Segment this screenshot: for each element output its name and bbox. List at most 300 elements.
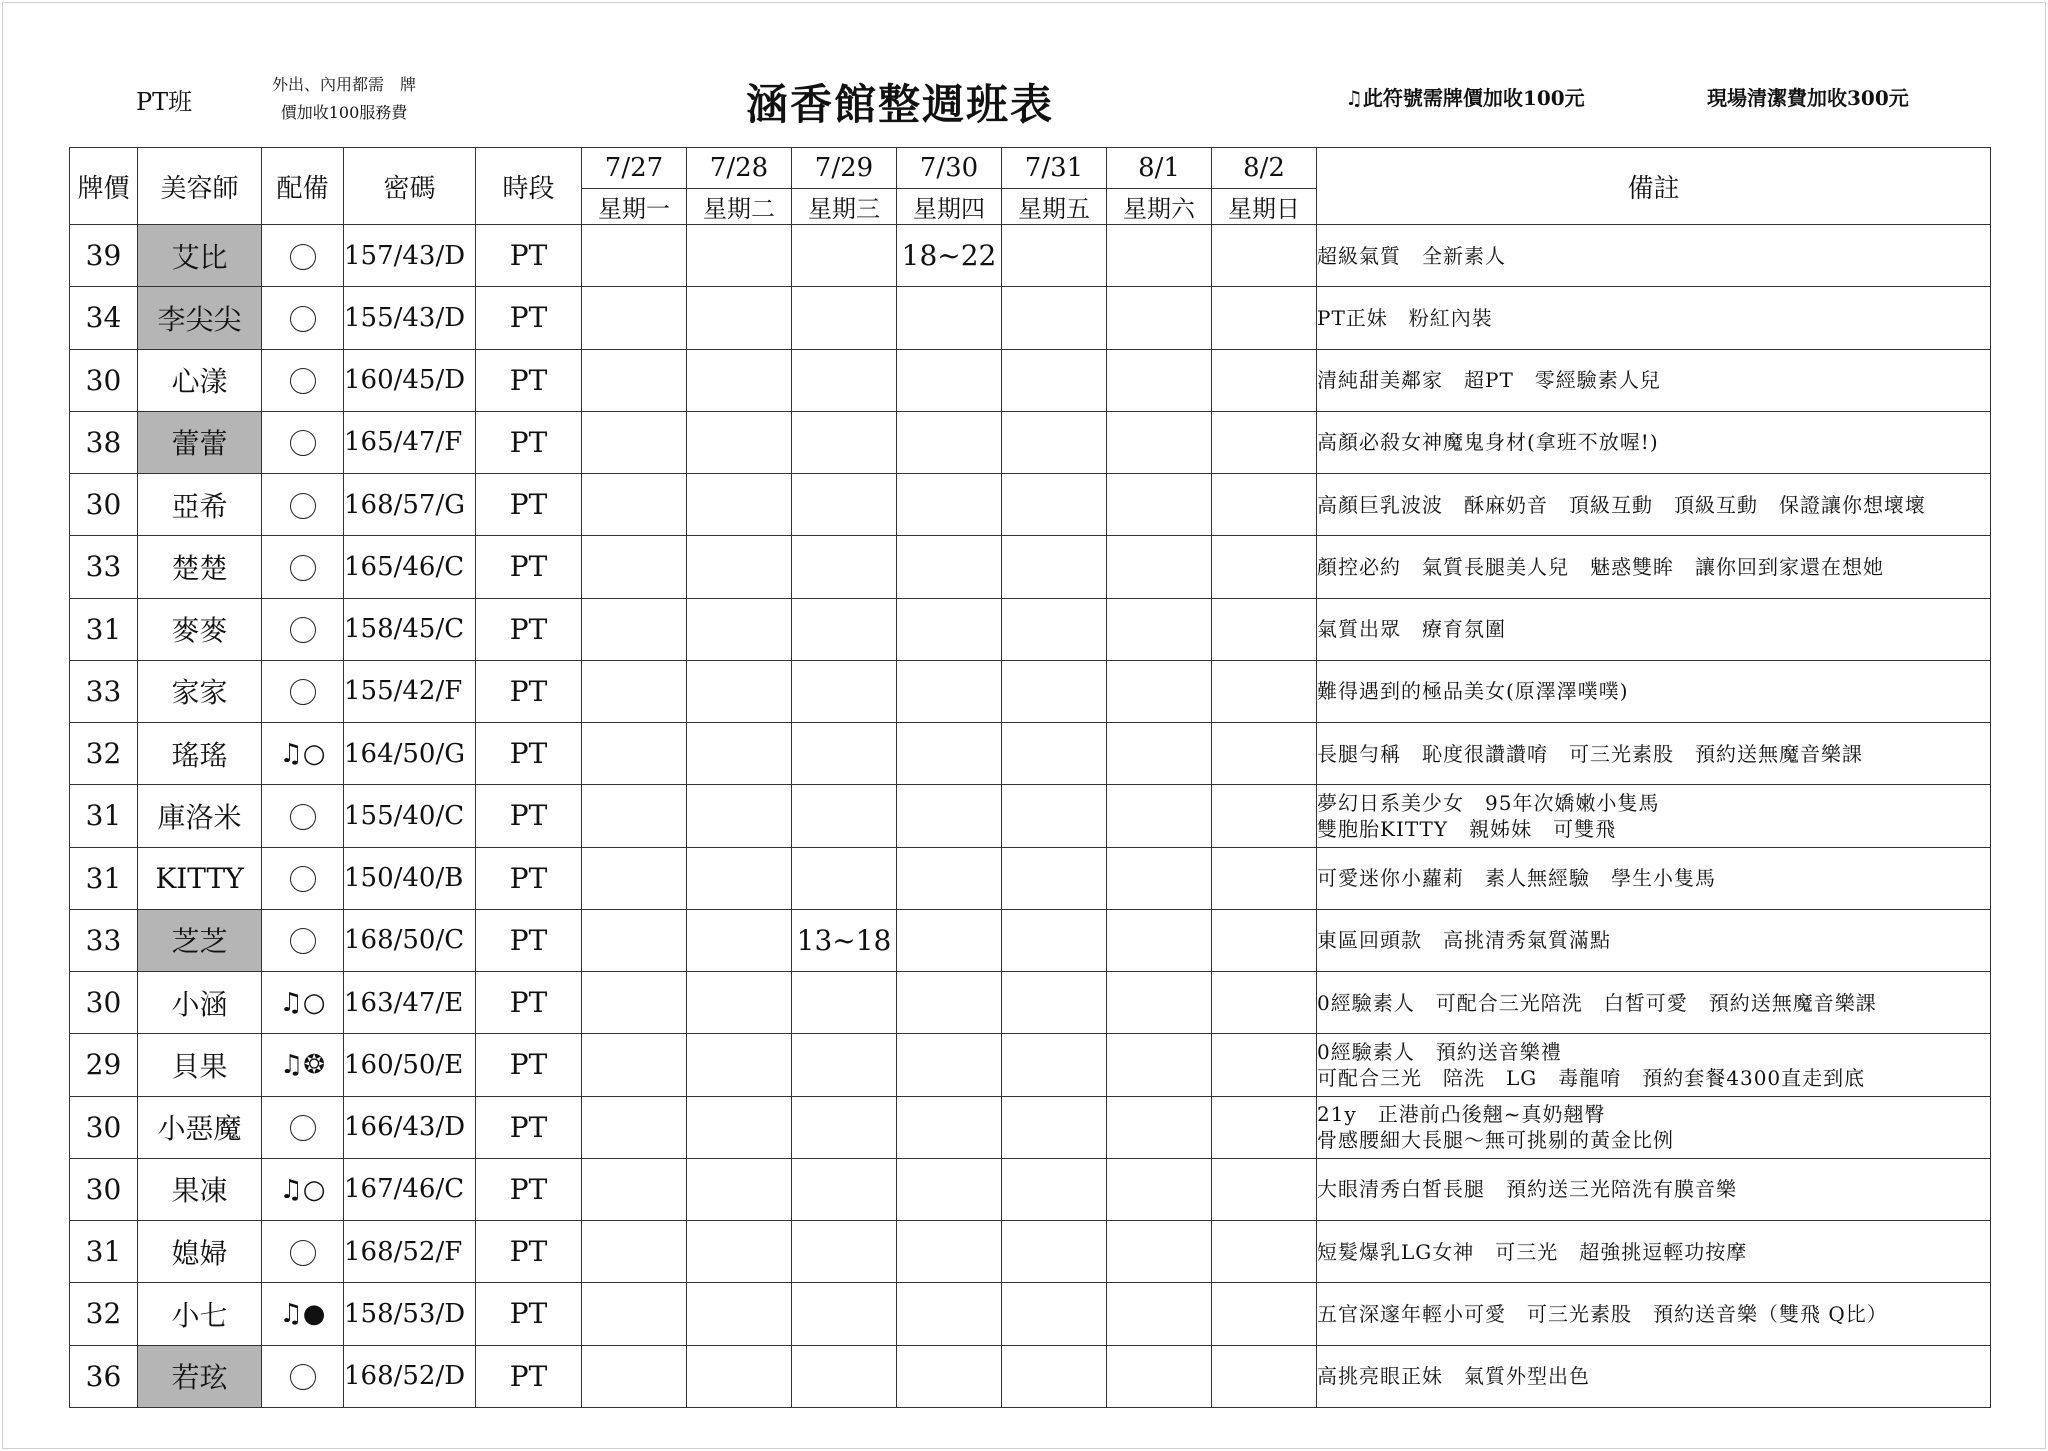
day-cell <box>1107 598 1212 660</box>
table-row <box>70 1034 1991 1096</box>
period-cell: PT <box>476 909 582 971</box>
day-cell <box>582 225 687 287</box>
remark-line: 21y 正港前凸後翹~真奶翹臀 <box>1317 1102 1606 1127</box>
col-header-period: 時段 <box>476 148 582 225</box>
day-cell <box>1107 972 1212 1034</box>
day-cell <box>792 225 897 287</box>
therapist-name-cell: 艾比 <box>138 225 262 287</box>
circle-icon <box>290 1115 316 1141</box>
col-header-code: 密碼 <box>344 148 476 225</box>
period-cell: PT <box>476 972 582 1034</box>
col-header-name: 美容師 <box>138 148 262 225</box>
price-cell: 33 <box>70 909 138 971</box>
day-cell <box>687 847 792 909</box>
therapist-name-cell: 蕾蕾 <box>138 411 262 473</box>
price-cell: 30 <box>70 972 138 1034</box>
remark-cell <box>1317 660 1991 722</box>
day-cell: 13~18 <box>792 909 897 971</box>
circle-icon <box>290 306 316 332</box>
day-cell <box>1212 660 1317 722</box>
col-header-weekday: 星期一 <box>582 189 687 225</box>
equipment-cell <box>262 536 344 598</box>
remark-cell <box>1317 536 1991 598</box>
day-cell <box>1107 1283 1212 1345</box>
equipment-cell <box>262 349 344 411</box>
remark-line: 長腿勻稱 恥度很讚讚唷 可三光素股 預約送無魔音樂課 <box>1317 741 1863 766</box>
day-cell <box>582 1221 687 1283</box>
music-symbol-note: ♫此符號需牌價加收100元 <box>1345 86 1585 110</box>
remark-cell <box>1317 474 1991 536</box>
therapist-name-cell: 楚楚 <box>138 536 262 598</box>
remark-line: 0經驗素人 可配合三光陪洗 白皙可愛 預約送無魔音樂課 <box>1317 990 1877 1015</box>
period-cell: PT <box>476 1158 582 1220</box>
day-cell <box>1212 411 1317 473</box>
day-cell <box>1107 1034 1212 1096</box>
price-cell: 36 <box>70 1345 138 1408</box>
day-cell <box>687 1034 792 1096</box>
table-row <box>70 847 1991 909</box>
day-cell <box>792 660 897 722</box>
day-cell <box>897 474 1002 536</box>
remark-line: 五官深邃年輕小可愛 可三光素股 預約送音樂（雙飛 Q比） <box>1317 1301 1888 1326</box>
remark-cell <box>1317 972 1991 1034</box>
price-cell: 30 <box>70 1096 138 1158</box>
weekly-schedule-table <box>69 147 1991 1408</box>
day-cell <box>1002 411 1107 473</box>
day-cell <box>897 598 1002 660</box>
day-cell <box>792 1034 897 1096</box>
day-cell <box>582 972 687 1034</box>
day-cell <box>582 660 687 722</box>
day-cell <box>687 349 792 411</box>
period-cell: PT <box>476 225 582 287</box>
remark-cell <box>1317 1221 1991 1283</box>
equipment-cell <box>262 909 344 971</box>
day-cell <box>1002 1221 1107 1283</box>
price-cell: 31 <box>70 785 138 847</box>
day-cell <box>1212 785 1317 847</box>
period-cell: PT <box>476 847 582 909</box>
day-cell <box>687 1283 792 1345</box>
day-cell <box>897 972 1002 1034</box>
remark-line: 短髮爆乳LG女神 可三光 超強挑逗輕功按摩 <box>1317 1239 1748 1264</box>
day-cell <box>582 349 687 411</box>
day-cell <box>687 474 792 536</box>
day-cell <box>582 1345 687 1408</box>
col-header-price: 牌價 <box>70 148 138 225</box>
day-cell <box>582 1158 687 1220</box>
day-cell <box>1212 474 1317 536</box>
code-cell: 160/50/E <box>344 1034 476 1096</box>
remark-cell <box>1317 1345 1991 1408</box>
equipment-cell <box>262 1096 344 1158</box>
circle-icon <box>290 368 316 394</box>
code-cell: 155/42/F <box>344 660 476 722</box>
remark-line: 可愛迷你小蘿莉 素人無經驗 學生小隻馬 <box>1317 866 1716 891</box>
circle-icon <box>290 430 316 456</box>
equipment-cell <box>262 474 344 536</box>
day-cell <box>897 287 1002 349</box>
day-cell <box>687 1345 792 1408</box>
therapist-name-cell: 小七 <box>138 1283 262 1345</box>
code-cell: 160/45/D <box>344 349 476 411</box>
table-row <box>70 785 1991 847</box>
circle-icon <box>290 617 316 643</box>
cleaning-fee-note: 現場清潔費加收300元 <box>1707 86 1909 110</box>
remark-line: 大眼清秀白皙長腿 預約送三光陪洗有膜音樂 <box>1317 1177 1737 1202</box>
remark-line: 雙胞胎KITTY 親姊妹 可雙飛 <box>1317 816 1617 841</box>
col-header-date: 8/1 <box>1107 148 1212 189</box>
day-cell <box>1212 1158 1317 1220</box>
day-cell <box>1212 1096 1317 1158</box>
day-cell <box>897 847 1002 909</box>
period-cell: PT <box>476 598 582 660</box>
day-cell <box>1107 1221 1212 1283</box>
col-header-equip: 配備 <box>262 148 344 225</box>
table-row <box>70 287 1991 349</box>
circle-icon <box>290 1364 316 1390</box>
day-cell <box>1002 909 1107 971</box>
price-cell: 34 <box>70 287 138 349</box>
therapist-name-cell: 李尖尖 <box>138 287 262 349</box>
therapist-name-cell: 心漾 <box>138 349 262 411</box>
day-cell <box>582 847 687 909</box>
day-cell <box>1002 723 1107 785</box>
price-cell: 33 <box>70 660 138 722</box>
col-header-weekday: 星期三 <box>792 189 897 225</box>
remark-line: 難得遇到的極品美女(原澤澤噗噗) <box>1317 679 1629 704</box>
day-cell <box>1212 225 1317 287</box>
day-cell <box>1107 660 1212 722</box>
remark-cell <box>1317 847 1991 909</box>
day-cell <box>792 785 897 847</box>
equipment-symbols: ♫○ <box>279 1174 326 1205</box>
day-cell <box>1002 1096 1107 1158</box>
therapist-name-cell: 亞希 <box>138 474 262 536</box>
day-cell <box>1107 1345 1212 1408</box>
day-cell <box>1107 1158 1212 1220</box>
remark-line: 東區回頭款 高挑清秀氣質滿點 <box>1317 928 1611 953</box>
day-cell <box>1002 1034 1107 1096</box>
day-cell <box>792 349 897 411</box>
service-fee-note-line2: 價加收100服務費 <box>280 103 408 122</box>
table-row <box>70 411 1991 473</box>
therapist-name-cell: 小涵 <box>138 972 262 1034</box>
page-title: 涵香館整週班表 <box>745 80 1054 129</box>
table-row <box>70 1283 1991 1345</box>
day-cell <box>1002 287 1107 349</box>
code-cell: 158/53/D <box>344 1283 476 1345</box>
remark-line: 超級氣質 全新素人 <box>1317 243 1506 268</box>
day-cell <box>687 287 792 349</box>
day-cell <box>582 287 687 349</box>
day-cell: 18~22 <box>897 225 1002 287</box>
day-cell <box>687 723 792 785</box>
col-header-weekday: 星期二 <box>687 189 792 225</box>
table-row <box>70 909 1991 971</box>
day-cell <box>582 785 687 847</box>
col-header-weekday: 星期四 <box>897 189 1002 225</box>
day-cell <box>687 1158 792 1220</box>
service-fee-note <box>272 71 416 127</box>
col-header-remark: 備註 <box>1317 148 1991 225</box>
schedule-body <box>70 225 1991 1408</box>
equipment-cell <box>262 785 344 847</box>
day-cell <box>792 723 897 785</box>
day-cell <box>1212 1345 1317 1408</box>
day-cell <box>1107 536 1212 598</box>
table-row <box>70 723 1991 785</box>
day-cell <box>897 660 1002 722</box>
period-cell: PT <box>476 1345 582 1408</box>
table-row <box>70 972 1991 1034</box>
day-cell <box>792 598 897 660</box>
day-cell <box>582 411 687 473</box>
price-cell: 33 <box>70 536 138 598</box>
period-cell: PT <box>476 411 582 473</box>
day-cell <box>792 1283 897 1345</box>
period-cell: PT <box>476 287 582 349</box>
day-cell <box>1002 972 1107 1034</box>
day-cell <box>897 349 1002 411</box>
remark-line: 可配合三光 陪洗 LG 毒龍唷 預約套餐4300直走到底 <box>1317 1065 1866 1090</box>
day-cell <box>1212 1221 1317 1283</box>
day-cell <box>687 1221 792 1283</box>
day-cell <box>792 847 897 909</box>
day-cell <box>1107 785 1212 847</box>
circle-icon <box>290 928 316 954</box>
day-cell <box>687 785 792 847</box>
remark-cell <box>1317 785 1991 847</box>
remark-line: 氣質出眾 療育氛圍 <box>1317 617 1506 642</box>
remark-line: 骨感腰細大長腿～無可挑剔的黃金比例 <box>1317 1128 1674 1153</box>
equipment-cell <box>262 1283 344 1345</box>
equipment-cell <box>262 1034 344 1096</box>
day-cell <box>897 785 1002 847</box>
remark-line: 清純甜美鄰家 超PT 零經驗素人兒 <box>1317 368 1661 393</box>
circle-icon <box>290 804 316 830</box>
col-header-date: 7/28 <box>687 148 792 189</box>
equipment-cell <box>262 1345 344 1408</box>
day-cell <box>582 909 687 971</box>
therapist-name-cell: KITTY <box>138 847 262 909</box>
shift-label: PT班 <box>136 88 193 116</box>
remark-cell <box>1317 411 1991 473</box>
table-row <box>70 536 1991 598</box>
day-cell <box>792 1345 897 1408</box>
remark-cell <box>1317 287 1991 349</box>
circle-icon <box>290 866 316 892</box>
col-header-date: 7/29 <box>792 148 897 189</box>
table-row <box>70 225 1991 287</box>
period-cell: PT <box>476 1283 582 1345</box>
day-cell <box>582 1283 687 1345</box>
col-header-weekday: 星期日 <box>1212 189 1317 225</box>
col-header-date: 7/30 <box>897 148 1002 189</box>
day-cell <box>1002 225 1107 287</box>
therapist-name-cell: 若玹 <box>138 1345 262 1408</box>
service-fee-note-line1: 外出、內用都需 牌 <box>272 75 417 94</box>
price-cell: 32 <box>70 1283 138 1345</box>
day-cell <box>1212 349 1317 411</box>
day-cell <box>1212 909 1317 971</box>
therapist-name-cell: 媳婦 <box>138 1221 262 1283</box>
day-cell <box>897 1158 1002 1220</box>
day-cell <box>897 536 1002 598</box>
circle-icon <box>290 679 316 705</box>
code-cell: 168/52/F <box>344 1221 476 1283</box>
day-cell <box>1212 598 1317 660</box>
code-cell: 167/46/C <box>344 1158 476 1220</box>
day-cell <box>792 1221 897 1283</box>
price-cell: 30 <box>70 474 138 536</box>
day-cell <box>687 411 792 473</box>
remark-line: 夢幻日系美少女 95年次嬌嫩小隻馬 <box>1317 790 1660 815</box>
remark-cell <box>1317 909 1991 971</box>
day-cell <box>687 660 792 722</box>
day-cell <box>1212 1034 1317 1096</box>
day-cell <box>1002 847 1107 909</box>
day-cell <box>792 536 897 598</box>
remark-cell <box>1317 598 1991 660</box>
day-cell <box>897 1345 1002 1408</box>
therapist-name-cell: 瑤瑤 <box>138 723 262 785</box>
day-cell <box>1002 1345 1107 1408</box>
day-cell <box>687 598 792 660</box>
therapist-name-cell: 芝芝 <box>138 909 262 971</box>
equipment-symbols: ♫○ <box>279 988 326 1019</box>
day-cell <box>792 1158 897 1220</box>
day-cell <box>582 1096 687 1158</box>
therapist-name-cell: 果凍 <box>138 1158 262 1220</box>
day-cell <box>897 411 1002 473</box>
day-cell <box>687 972 792 1034</box>
day-cell <box>1107 847 1212 909</box>
day-cell <box>1002 660 1107 722</box>
price-cell: 30 <box>70 349 138 411</box>
price-cell: 38 <box>70 411 138 473</box>
day-cell <box>1002 1283 1107 1345</box>
table-row <box>70 474 1991 536</box>
remark-line: PT正妹 粉紅內裝 <box>1317 305 1493 330</box>
day-cell <box>897 1221 1002 1283</box>
day-cell <box>1212 287 1317 349</box>
period-cell: PT <box>476 1096 582 1158</box>
day-cell <box>582 598 687 660</box>
day-cell <box>897 1034 1002 1096</box>
day-cell <box>792 972 897 1034</box>
period-cell: PT <box>476 660 582 722</box>
day-cell <box>687 225 792 287</box>
therapist-name-cell: 貝果 <box>138 1034 262 1096</box>
therapist-name-cell: 麥麥 <box>138 598 262 660</box>
col-header-weekday: 星期五 <box>1002 189 1107 225</box>
price-cell: 39 <box>70 225 138 287</box>
period-cell: PT <box>476 349 582 411</box>
day-cell <box>687 909 792 971</box>
col-header-date: 7/31 <box>1002 148 1107 189</box>
equipment-cell <box>262 598 344 660</box>
col-header-date: 7/27 <box>582 148 687 189</box>
table-row <box>70 349 1991 411</box>
day-cell <box>1107 1096 1212 1158</box>
equipment-cell <box>262 972 344 1034</box>
day-cell <box>1212 972 1317 1034</box>
day-cell <box>1107 411 1212 473</box>
therapist-name-cell: 庫洛米 <box>138 785 262 847</box>
day-cell <box>582 723 687 785</box>
price-cell: 31 <box>70 598 138 660</box>
day-cell <box>1212 723 1317 785</box>
remark-cell <box>1317 225 1991 287</box>
equipment-symbols: ♫❂ <box>279 1050 326 1081</box>
table-row <box>70 1221 1991 1283</box>
code-cell: 163/47/E <box>344 972 476 1034</box>
code-cell: 165/46/C <box>344 536 476 598</box>
equipment-cell <box>262 847 344 909</box>
table-row <box>70 598 1991 660</box>
day-cell <box>582 536 687 598</box>
day-cell <box>1002 785 1107 847</box>
period-cell: PT <box>476 474 582 536</box>
day-cell <box>897 1096 1002 1158</box>
table-row <box>70 660 1991 722</box>
therapist-name-cell: 家家 <box>138 660 262 722</box>
day-cell <box>1212 536 1317 598</box>
equipment-cell <box>262 1158 344 1220</box>
code-cell: 168/57/G <box>344 474 476 536</box>
price-cell: 31 <box>70 1221 138 1283</box>
remark-cell <box>1317 1283 1991 1345</box>
col-header-weekday: 星期六 <box>1107 189 1212 225</box>
code-cell: 164/50/G <box>344 723 476 785</box>
day-cell <box>792 1096 897 1158</box>
day-cell <box>582 474 687 536</box>
code-cell: 168/50/C <box>344 909 476 971</box>
day-cell <box>1002 598 1107 660</box>
therapist-name-cell: 小惡魔 <box>138 1096 262 1158</box>
period-cell: PT <box>476 536 582 598</box>
day-cell <box>582 1034 687 1096</box>
code-cell: 168/52/D <box>344 1345 476 1408</box>
remark-line: 0經驗素人 預約送音樂禮 <box>1317 1039 1562 1064</box>
period-cell: PT <box>476 723 582 785</box>
day-cell <box>1002 474 1107 536</box>
table-row <box>70 1345 1991 1408</box>
day-cell <box>1002 536 1107 598</box>
equipment-symbols: ♫○ <box>279 739 326 770</box>
remark-cell <box>1317 1096 1991 1158</box>
equipment-cell <box>262 723 344 785</box>
equipment-cell <box>262 225 344 287</box>
day-cell <box>1212 847 1317 909</box>
code-cell: 155/40/C <box>344 785 476 847</box>
day-cell <box>1107 287 1212 349</box>
day-cell <box>687 1096 792 1158</box>
period-cell: PT <box>476 1034 582 1096</box>
code-cell: 166/43/D <box>344 1096 476 1158</box>
remark-line: 高顏必殺女神魔鬼身材(拿班不放喔!) <box>1317 430 1659 455</box>
day-cell <box>897 723 1002 785</box>
code-cell: 157/43/D <box>344 225 476 287</box>
table-row <box>70 1096 1991 1158</box>
day-cell <box>1107 474 1212 536</box>
day-cell <box>792 411 897 473</box>
price-cell: 32 <box>70 723 138 785</box>
code-cell: 158/45/C <box>344 598 476 660</box>
day-cell <box>687 536 792 598</box>
price-cell: 29 <box>70 1034 138 1096</box>
